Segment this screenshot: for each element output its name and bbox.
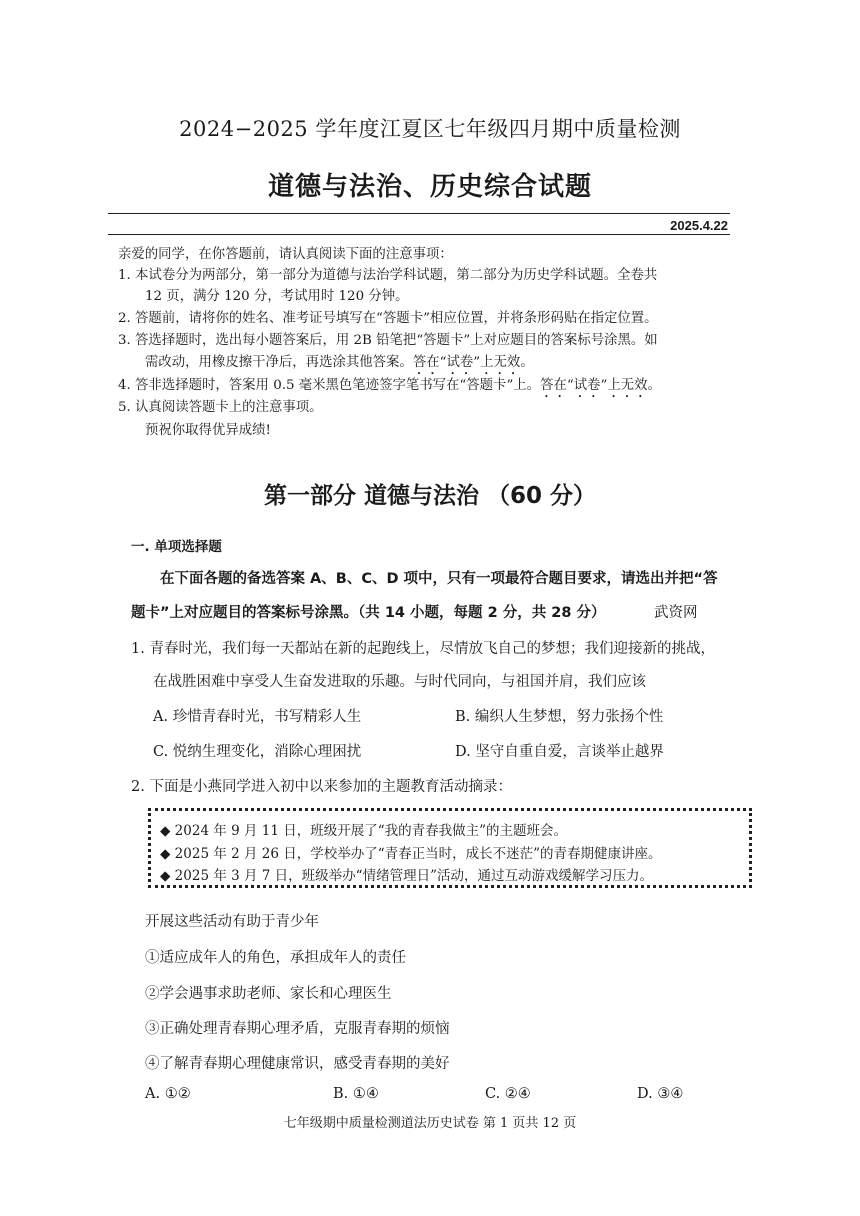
notice-item-5: 5. 认真阅读答题卡上的注意事项。 — [118, 400, 323, 415]
notice-item-2: 2. 答题前，请将你的姓名、准考证号填写在“答题卡”相应位置，并将条形码贴在指定位置。 — [118, 311, 658, 326]
divider-top — [108, 213, 730, 214]
q2-statement-1: ①适应成年人的角色，承担成年人的责任 — [145, 950, 406, 966]
exam-date: 2025.4.22 — [670, 218, 728, 233]
instruction-line-1: 在下面各题的备选答案 A、B、C、D 项中，只有一项最符合题目要求，请选出并把“答 — [160, 571, 718, 587]
notice-item-1b: 12 页，满分 120 分，考试用时 120 分钟。 — [145, 289, 409, 304]
notice-intro: 亲爱的同学，在你答题前，请认真阅读下面的注意事项： — [118, 247, 453, 262]
q1-stem-line-1: 1. 青春时光，我们每一天都站在新的起跑线上，尽情放飞自己的梦想；我们迎接新的挑战， — [131, 641, 715, 657]
notice-item-3b — [145, 353, 534, 378]
q1-option-d: D. 坚守自重自爱，言谈举止越界 — [455, 744, 664, 760]
q2-stem: 2. 下面是小燕同学进入初中以来参加的主题教育活动摘录： — [131, 779, 512, 795]
q1-option-a: A. 珍惜青春时光，书写精彩人生 — [153, 709, 362, 725]
q1-stem-line-2: 在战胜困难中享受人生奋发进取的乐趣。与时代同向，与祖国并肩，我们应该 — [153, 674, 646, 690]
activity-item-2: ◆ 2025 年 2 月 26 日，学校举办了“青春正当时，成长不迷茫”的青春期健康讲座。 — [160, 846, 662, 862]
q2-option-b: B. ①④ — [333, 1086, 379, 1102]
q1-option-b: B. 编织人生梦想，努力张扬个性 — [455, 709, 664, 725]
notice-item-3b-text: 需改动，用橡皮擦干净后，再选涂其他答案。 — [145, 355, 413, 370]
exam-subtitle: 道德与法治、历史综合试题 — [267, 172, 592, 202]
q2-statement-3: ③正确处理青春期心理矛盾，克服青春期的烦恼 — [145, 1021, 450, 1037]
q2-option-c: C. ②④ — [485, 1086, 531, 1102]
notice-wish: 预祝你取得优异成绩! — [145, 423, 271, 438]
watermark-text: 武资网 — [654, 605, 698, 621]
q2-statement-4: ④了解青春期心理健康常识，感受青春期的美好 — [145, 1056, 450, 1072]
notice-item-3a: 3. 答选择题时，选出每小题答案后，用 2B 铅笔把“答题卡”上对应题目的答案标号涂黑。如 — [118, 333, 658, 348]
notice-item-4-text: 4. 答非选择题时，答案用 0.5 毫米黑色笔迹签字笔书写在“答题卡”上。 — [118, 378, 541, 393]
notice-item-3b-emphasis: 答在“试卷”上无效 — [412, 355, 521, 370]
divider-bottom — [108, 234, 730, 235]
q2-option-a: A. ①② — [145, 1086, 191, 1102]
part-one-title: 第一部分 道德与法治 （60 分） — [263, 483, 597, 509]
activity-item-1: ◆ 2024 年 9 月 11 日，班级开展了“我的青春我做主”的主题班会。 — [160, 823, 568, 839]
notice-item-3b-end: 。 — [520, 355, 534, 370]
q2-lead: 开展这些活动有助于青少年 — [145, 914, 319, 930]
activity-item-3: ◆ 2025 年 3 月 7 日，班级举办“情绪管理日”活动，通过互动游戏缓解学习压力。 — [160, 868, 653, 884]
page-footer: 七年级期中质量检测道法历史试卷 第 1 页共 12 页 — [283, 1116, 577, 1131]
q2-option-d: D. ③④ — [637, 1086, 684, 1102]
notice-item-4-end: 。 — [647, 378, 661, 393]
exam-title: 2024−2025 学年度江夏区七年级四月期中质量检测 — [179, 117, 681, 141]
notice-item-1a: 1. 本试卷分为两部分，第一部分为道德与法治学科试题，第二部分为历史学科试题。全卷共 — [118, 268, 658, 283]
section-heading: 一. 单项选择题 — [131, 539, 222, 555]
instruction-line-2: 题卡”上对应题目的答案标号涂黑。（共 14 小题，每题 2 分，共 28 分） — [131, 605, 606, 621]
q1-option-c: C. 悦纳生理变化，消除心理困扰 — [153, 744, 362, 760]
q2-statement-2: ②学会遇事求助老师、家长和心理医生 — [145, 986, 392, 1002]
notice-item-4-emphasis: 答在“试卷”上无效 — [540, 378, 648, 393]
